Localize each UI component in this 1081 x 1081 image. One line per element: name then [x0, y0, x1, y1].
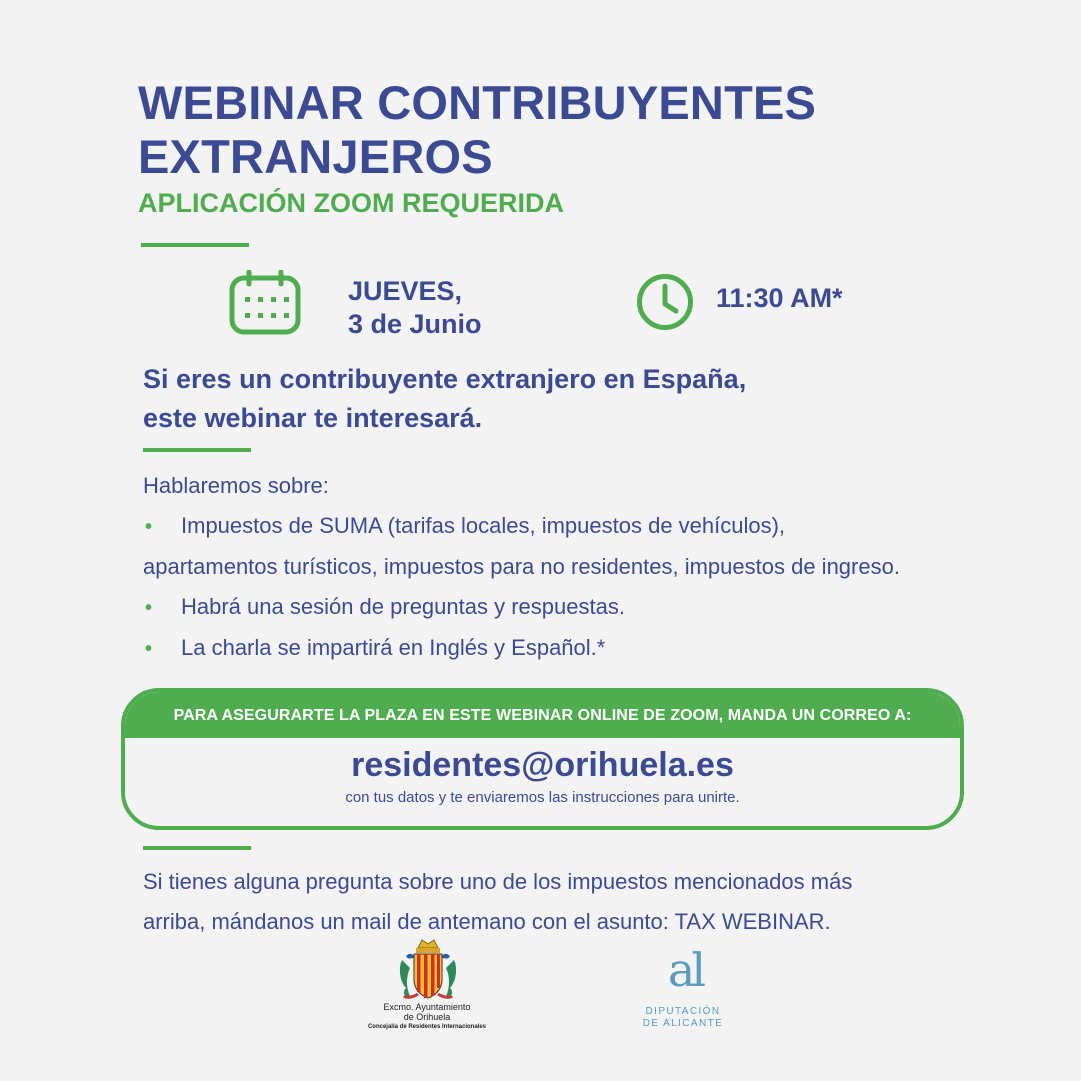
crest-line-3: Concejalía de Residentes Internacionales: [367, 1024, 487, 1030]
list-item: [143, 506, 1043, 547]
lead-line-1: Si eres un contribuyente extranjero en España,: [143, 364, 747, 394]
clock-icon: [636, 273, 694, 331]
topics-section: [143, 466, 1043, 669]
bullet-icon: •: [145, 516, 153, 538]
event-date: [348, 275, 482, 341]
topic-1-line-2: apartamentos turísticos, impuestos para no residentes, impuestos de ingreso.: [143, 554, 900, 579]
event-date-value: 3 de Junio: [348, 309, 482, 339]
topic-2: Habrá una sesión de preguntas y respuestas.: [181, 594, 625, 619]
divider: [143, 846, 251, 850]
calendar-icon: [228, 270, 302, 336]
lead-line-2: este webinar te interesará.: [143, 403, 483, 433]
bullet-icon: •: [145, 597, 153, 619]
diputacion-line-2: DE ALICANTE: [642, 1018, 724, 1029]
diputacion-caption: [628, 1006, 738, 1030]
diputacion-line-1: DIPUTACIÓN: [645, 1006, 721, 1017]
event-day: JUEVES,: [348, 276, 463, 306]
list-item: [143, 628, 1043, 669]
registration-note: con tus datos y te enviaremos las instrucciones para unirte.: [345, 789, 740, 806]
bullet-icon: •: [145, 638, 153, 660]
list-item: [143, 587, 1043, 628]
lead-text: [143, 360, 746, 438]
diputacion-logo-mark: al: [667, 943, 703, 997]
topic-1-line-1: Impuestos de SUMA (tarifas locales, impuestos de vehículos),: [181, 513, 786, 538]
footer-line-1: Si tienes alguna pregunta sobre uno de los impuestos mencionados más: [143, 869, 853, 894]
crest-line-1: Excmo. Ayuntamiento: [383, 1002, 471, 1012]
registration-box: [121, 688, 964, 830]
registration-header: PARA ASEGURARTE LA PLAZA EN ESTE WEBINAR ONLINE DE ZOOM, MANDA UN CORREO A:: [125, 692, 960, 738]
crest-caption: [352, 1002, 502, 1032]
orihuela-crest-logo: [396, 938, 460, 1004]
topics-intro: Hablaremos sobre:: [143, 473, 329, 498]
event-time: 11:30 AM*: [716, 283, 843, 313]
page-title: [138, 76, 958, 184]
topic-3: La charla se impartirá en Inglés y Español.*: [181, 635, 606, 660]
footer-text: [143, 862, 1023, 942]
title-line-1: WEBINAR CONTRIBUYENTES: [138, 76, 817, 129]
crest-line-2: de Orihuela: [403, 1012, 451, 1022]
page-subtitle: APLICACIÓN ZOOM REQUERIDA: [138, 188, 565, 218]
footer-line-2: arriba, mándanos un mail de antemano con el asunto: TAX WEBINAR.: [143, 909, 831, 934]
title-line-2: EXTRANJEROS: [138, 130, 493, 183]
divider: [141, 243, 249, 247]
email-link[interactable]: residentes@orihuela.es: [351, 746, 734, 784]
divider: [143, 448, 251, 452]
